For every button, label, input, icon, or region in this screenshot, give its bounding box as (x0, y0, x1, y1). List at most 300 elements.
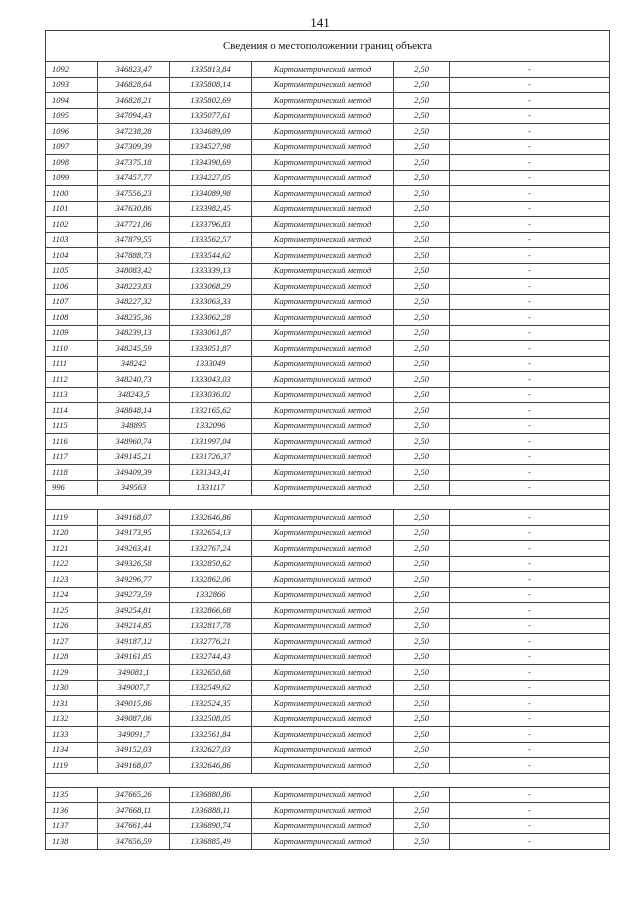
y-coordinate-cell: 1333061,87 (170, 325, 252, 341)
accuracy-cell: 2,50 (394, 649, 450, 665)
description-cell: - (450, 232, 610, 248)
point-number-cell: 1108 (46, 310, 98, 326)
table-row (46, 341, 610, 357)
description-cell: - (450, 108, 610, 124)
accuracy-cell: 2,50 (394, 587, 450, 603)
table-row (46, 727, 610, 743)
accuracy-cell: 2,50 (394, 758, 450, 774)
x-coordinate-cell: 347375,18 (98, 155, 170, 171)
point-number-cell: 996 (46, 480, 98, 496)
table-row (46, 711, 610, 727)
x-coordinate-cell: 349161,85 (98, 649, 170, 665)
x-coordinate-cell: 349015,86 (98, 696, 170, 712)
table-row (46, 294, 610, 310)
description-cell: - (450, 93, 610, 109)
method-cell: Картометрический метод (252, 480, 394, 496)
accuracy-cell: 2,50 (394, 525, 450, 541)
table-row (46, 93, 610, 109)
description-cell: - (450, 587, 610, 603)
y-coordinate-cell: 1332524,35 (170, 696, 252, 712)
method-cell: Картометрический метод (252, 248, 394, 264)
method-cell: Картометрический метод (252, 403, 394, 419)
point-number-cell: 1136 (46, 803, 98, 819)
method-cell: Картометрический метод (252, 170, 394, 186)
method-cell: Картометрический метод (252, 124, 394, 140)
x-coordinate-cell: 347094,43 (98, 108, 170, 124)
table-row (46, 818, 610, 834)
y-coordinate-cell: 1332866,68 (170, 603, 252, 619)
accuracy-cell: 2,50 (394, 170, 450, 186)
method-cell: Картометрический метод (252, 618, 394, 634)
accuracy-cell: 2,50 (394, 618, 450, 634)
method-cell: Картометрический метод (252, 77, 394, 93)
x-coordinate-cell: 347665,26 (98, 787, 170, 803)
point-number-cell: 1138 (46, 834, 98, 850)
point-number-cell: 1109 (46, 325, 98, 341)
description-cell: - (450, 803, 610, 819)
x-coordinate-cell: 349296,77 (98, 572, 170, 588)
point-number-cell: 1117 (46, 449, 98, 465)
method-cell: Картометрический метод (252, 232, 394, 248)
method-cell: Картометрический метод (252, 155, 394, 171)
description-cell: - (450, 294, 610, 310)
method-cell: Картометрический метод (252, 465, 394, 481)
method-cell: Картометрический метод (252, 803, 394, 819)
description-cell: - (450, 556, 610, 572)
point-number-cell: 1129 (46, 665, 98, 681)
point-number-cell: 1119 (46, 510, 98, 526)
x-coordinate-cell: 349263,41 (98, 541, 170, 557)
y-coordinate-cell: 1332549,62 (170, 680, 252, 696)
y-coordinate-cell: 1334089,98 (170, 186, 252, 202)
description-cell: - (450, 818, 610, 834)
description-cell: - (450, 525, 610, 541)
method-cell: Картометрический метод (252, 62, 394, 78)
description-cell: - (450, 449, 610, 465)
description-cell: - (450, 434, 610, 450)
point-number-cell: 1107 (46, 294, 98, 310)
table-row (46, 587, 610, 603)
accuracy-cell: 2,50 (394, 465, 450, 481)
point-number-cell: 1114 (46, 403, 98, 419)
method-cell: Картометрический метод (252, 310, 394, 326)
accuracy-cell: 2,50 (394, 139, 450, 155)
y-coordinate-cell: 1335813,84 (170, 62, 252, 78)
accuracy-cell: 2,50 (394, 449, 450, 465)
accuracy-cell: 2,50 (394, 572, 450, 588)
point-number-cell: 1111 (46, 356, 98, 372)
table-row (46, 572, 610, 588)
separator-cell (46, 773, 610, 787)
x-coordinate-cell: 349145,21 (98, 449, 170, 465)
table-row (46, 480, 610, 496)
point-number-cell: 1124 (46, 587, 98, 603)
x-coordinate-cell: 349087,06 (98, 711, 170, 727)
accuracy-cell: 2,50 (394, 93, 450, 109)
description-cell: - (450, 618, 610, 634)
accuracy-cell: 2,50 (394, 279, 450, 295)
description-cell: - (450, 387, 610, 403)
x-coordinate-cell: 349007,7 (98, 680, 170, 696)
table-row (46, 618, 610, 634)
y-coordinate-cell: 1332646,86 (170, 510, 252, 526)
y-coordinate-cell: 1333062,28 (170, 310, 252, 326)
y-coordinate-cell: 1334689,09 (170, 124, 252, 140)
method-cell: Картометрический метод (252, 108, 394, 124)
method-cell: Картометрический метод (252, 727, 394, 743)
description-cell: - (450, 217, 610, 233)
y-coordinate-cell: 1331726,37 (170, 449, 252, 465)
y-coordinate-cell: 1333043,03 (170, 372, 252, 388)
point-number-cell: 1130 (46, 680, 98, 696)
description-cell: - (450, 124, 610, 140)
x-coordinate-cell: 349081,1 (98, 665, 170, 681)
method-cell: Картометрический метод (252, 603, 394, 619)
accuracy-cell: 2,50 (394, 263, 450, 279)
y-coordinate-cell: 1332776,21 (170, 634, 252, 650)
table-row (46, 310, 610, 326)
y-coordinate-cell: 1335808,14 (170, 77, 252, 93)
method-cell: Картометрический метод (252, 787, 394, 803)
accuracy-cell: 2,50 (394, 124, 450, 140)
section-separator-row (46, 773, 610, 787)
method-cell: Картометрический метод (252, 341, 394, 357)
table-row (46, 787, 610, 803)
point-number-cell: 1131 (46, 696, 98, 712)
point-number-cell: 1106 (46, 279, 98, 295)
x-coordinate-cell: 347888,73 (98, 248, 170, 264)
x-coordinate-cell: 347661,44 (98, 818, 170, 834)
description-cell: - (450, 742, 610, 758)
table-row (46, 434, 610, 450)
description-cell: - (450, 170, 610, 186)
y-coordinate-cell: 1333051,87 (170, 341, 252, 357)
method-cell: Картометрический метод (252, 649, 394, 665)
point-number-cell: 1105 (46, 263, 98, 279)
table-row (46, 418, 610, 434)
description-cell: - (450, 634, 610, 650)
method-cell: Картометрический метод (252, 93, 394, 109)
table-title-row (46, 31, 610, 62)
accuracy-cell: 2,50 (394, 696, 450, 712)
description-cell: - (450, 480, 610, 496)
description-cell: - (450, 248, 610, 264)
description-cell: - (450, 139, 610, 155)
accuracy-cell: 2,50 (394, 325, 450, 341)
y-coordinate-cell: 1332767,24 (170, 541, 252, 557)
point-number-cell: 1127 (46, 634, 98, 650)
table-row (46, 62, 610, 78)
point-number-cell: 1098 (46, 155, 98, 171)
y-coordinate-cell: 1333796,83 (170, 217, 252, 233)
accuracy-cell: 2,50 (394, 834, 450, 850)
description-cell: - (450, 649, 610, 665)
x-coordinate-cell: 348245,59 (98, 341, 170, 357)
accuracy-cell: 2,50 (394, 294, 450, 310)
accuracy-cell: 2,50 (394, 232, 450, 248)
x-coordinate-cell: 347656,59 (98, 834, 170, 850)
point-number-cell: 1093 (46, 77, 98, 93)
y-coordinate-cell: 1333544,62 (170, 248, 252, 264)
x-coordinate-cell: 347630,86 (98, 201, 170, 217)
accuracy-cell: 2,50 (394, 310, 450, 326)
x-coordinate-cell: 348960,74 (98, 434, 170, 450)
method-cell: Картометрический метод (252, 201, 394, 217)
x-coordinate-cell: 349326,58 (98, 556, 170, 572)
point-number-cell: 1094 (46, 93, 98, 109)
x-coordinate-cell: 349214,85 (98, 618, 170, 634)
method-cell: Картометрический метод (252, 680, 394, 696)
point-number-cell: 1134 (46, 742, 98, 758)
method-cell: Картометрический метод (252, 834, 394, 850)
table-row (46, 665, 610, 681)
description-cell: - (450, 325, 610, 341)
table-row (46, 201, 610, 217)
point-number-cell: 1096 (46, 124, 98, 140)
y-coordinate-cell: 1332646,86 (170, 758, 252, 774)
y-coordinate-cell: 1331343,41 (170, 465, 252, 481)
method-cell: Картометрический метод (252, 818, 394, 834)
x-coordinate-cell: 348240,73 (98, 372, 170, 388)
x-coordinate-cell: 348242 (98, 356, 170, 372)
table-row (46, 603, 610, 619)
table-row (46, 510, 610, 526)
y-coordinate-cell: 1333339,13 (170, 263, 252, 279)
point-number-cell: 1133 (46, 727, 98, 743)
table-row (46, 263, 610, 279)
method-cell: Картометрический метод (252, 294, 394, 310)
x-coordinate-cell: 349091,7 (98, 727, 170, 743)
method-cell: Картометрический метод (252, 742, 394, 758)
x-coordinate-cell: 348895 (98, 418, 170, 434)
accuracy-cell: 2,50 (394, 818, 450, 834)
method-cell: Картометрический метод (252, 541, 394, 557)
y-coordinate-cell: 1332508,05 (170, 711, 252, 727)
description-cell: - (450, 787, 610, 803)
x-coordinate-cell: 347238,28 (98, 124, 170, 140)
method-cell: Картометрический метод (252, 434, 394, 450)
accuracy-cell: 2,50 (394, 403, 450, 419)
description-cell: - (450, 62, 610, 78)
description-cell: - (450, 711, 610, 727)
point-number-cell: 1102 (46, 217, 98, 233)
x-coordinate-cell: 349152,03 (98, 742, 170, 758)
accuracy-cell: 2,50 (394, 727, 450, 743)
accuracy-cell: 2,50 (394, 341, 450, 357)
y-coordinate-cell: 1333068,29 (170, 279, 252, 295)
accuracy-cell: 2,50 (394, 803, 450, 819)
x-coordinate-cell: 348848,14 (98, 403, 170, 419)
point-number-cell: 1100 (46, 186, 98, 202)
y-coordinate-cell: 1336880,86 (170, 787, 252, 803)
method-cell: Картометрический метод (252, 263, 394, 279)
x-coordinate-cell: 346828,64 (98, 77, 170, 93)
y-coordinate-cell: 1332654,13 (170, 525, 252, 541)
table-row (46, 232, 610, 248)
description-cell: - (450, 727, 610, 743)
table-row (46, 155, 610, 171)
method-cell: Картометрический метод (252, 372, 394, 388)
y-coordinate-cell: 1334227,05 (170, 170, 252, 186)
method-cell: Картометрический метод (252, 634, 394, 650)
table-row (46, 108, 610, 124)
table-row (46, 186, 610, 202)
y-coordinate-cell: 1332744,43 (170, 649, 252, 665)
x-coordinate-cell: 348223,83 (98, 279, 170, 295)
method-cell: Картометрический метод (252, 217, 394, 233)
description-cell: - (450, 310, 610, 326)
method-cell: Картометрический метод (252, 387, 394, 403)
point-number-cell: 1132 (46, 711, 98, 727)
x-coordinate-cell: 348227,32 (98, 294, 170, 310)
x-coordinate-cell: 349563 (98, 480, 170, 496)
y-coordinate-cell: 1334390,69 (170, 155, 252, 171)
table-row (46, 387, 610, 403)
point-number-cell: 1115 (46, 418, 98, 434)
method-cell: Картометрический метод (252, 356, 394, 372)
accuracy-cell: 2,50 (394, 372, 450, 388)
method-cell: Картометрический метод (252, 665, 394, 681)
table-row (46, 742, 610, 758)
accuracy-cell: 2,50 (394, 356, 450, 372)
x-coordinate-cell: 346828,21 (98, 93, 170, 109)
point-number-cell: 1123 (46, 572, 98, 588)
x-coordinate-cell: 348083,42 (98, 263, 170, 279)
y-coordinate-cell: 1336890,74 (170, 818, 252, 834)
point-number-cell: 1122 (46, 556, 98, 572)
y-coordinate-cell: 1336885,49 (170, 834, 252, 850)
point-number-cell: 1095 (46, 108, 98, 124)
point-number-cell: 1125 (46, 603, 98, 619)
accuracy-cell: 2,50 (394, 510, 450, 526)
description-cell: - (450, 356, 610, 372)
y-coordinate-cell: 1332866 (170, 587, 252, 603)
accuracy-cell: 2,50 (394, 108, 450, 124)
accuracy-cell: 2,50 (394, 217, 450, 233)
separator-cell (46, 496, 610, 510)
point-number-cell: 1128 (46, 649, 98, 665)
table-row (46, 325, 610, 341)
point-number-cell: 1135 (46, 787, 98, 803)
y-coordinate-cell: 1332165,62 (170, 403, 252, 419)
description-cell: - (450, 201, 610, 217)
y-coordinate-cell: 1332096 (170, 418, 252, 434)
y-coordinate-cell: 1331117 (170, 480, 252, 496)
x-coordinate-cell: 349273,59 (98, 587, 170, 603)
x-coordinate-cell: 347721,06 (98, 217, 170, 233)
table-row (46, 649, 610, 665)
table-row (46, 449, 610, 465)
y-coordinate-cell: 1332650,68 (170, 665, 252, 681)
point-number-cell: 1116 (46, 434, 98, 450)
method-cell: Картометрический метод (252, 711, 394, 727)
description-cell: - (450, 155, 610, 171)
point-number-cell: 1103 (46, 232, 98, 248)
table-row (46, 372, 610, 388)
y-coordinate-cell: 1332862,06 (170, 572, 252, 588)
x-coordinate-cell: 347309,39 (98, 139, 170, 155)
description-cell: - (450, 465, 610, 481)
method-cell: Картометрический метод (252, 696, 394, 712)
table-row (46, 217, 610, 233)
point-number-cell: 1121 (46, 541, 98, 557)
point-number-cell: 1118 (46, 465, 98, 481)
y-coordinate-cell: 1336888,11 (170, 803, 252, 819)
description-cell: - (450, 541, 610, 557)
point-number-cell: 1097 (46, 139, 98, 155)
description-cell: - (450, 372, 610, 388)
x-coordinate-cell: 348243,5 (98, 387, 170, 403)
accuracy-cell: 2,50 (394, 155, 450, 171)
y-coordinate-cell: 1331997,04 (170, 434, 252, 450)
description-cell: - (450, 758, 610, 774)
table-row (46, 525, 610, 541)
method-cell: Картометрический метод (252, 325, 394, 341)
accuracy-cell: 2,50 (394, 634, 450, 650)
accuracy-cell: 2,50 (394, 418, 450, 434)
point-number-cell: 1110 (46, 341, 98, 357)
method-cell: Картометрический метод (252, 418, 394, 434)
x-coordinate-cell: 347457,77 (98, 170, 170, 186)
y-coordinate-cell: 1335077,61 (170, 108, 252, 124)
accuracy-cell: 2,50 (394, 77, 450, 93)
accuracy-cell: 2,50 (394, 541, 450, 557)
x-coordinate-cell: 349187,12 (98, 634, 170, 650)
table-row (46, 803, 610, 819)
description-cell: - (450, 665, 610, 681)
table-row (46, 556, 610, 572)
description-cell: - (450, 403, 610, 419)
accuracy-cell: 2,50 (394, 742, 450, 758)
x-coordinate-cell: 349409,39 (98, 465, 170, 481)
accuracy-cell: 2,50 (394, 62, 450, 78)
method-cell: Картометрический метод (252, 758, 394, 774)
x-coordinate-cell: 349168,07 (98, 758, 170, 774)
point-number-cell: 1113 (46, 387, 98, 403)
table-row (46, 170, 610, 186)
x-coordinate-cell: 349168,07 (98, 510, 170, 526)
accuracy-cell: 2,50 (394, 434, 450, 450)
point-number-cell: 1099 (46, 170, 98, 186)
accuracy-cell: 2,50 (394, 480, 450, 496)
x-coordinate-cell: 349254,81 (98, 603, 170, 619)
description-cell: - (450, 341, 610, 357)
y-coordinate-cell: 1333049 (170, 356, 252, 372)
table-row (46, 834, 610, 850)
method-cell: Картометрический метод (252, 139, 394, 155)
point-number-cell: 1104 (46, 248, 98, 264)
description-cell: - (450, 680, 610, 696)
accuracy-cell: 2,50 (394, 603, 450, 619)
y-coordinate-cell: 1335802,69 (170, 93, 252, 109)
method-cell: Картометрический метод (252, 572, 394, 588)
point-number-cell: 1120 (46, 525, 98, 541)
method-cell: Картометрический метод (252, 449, 394, 465)
x-coordinate-cell: 348239,13 (98, 325, 170, 341)
table-row (46, 248, 610, 264)
method-cell: Картометрический метод (252, 525, 394, 541)
method-cell: Картометрический метод (252, 556, 394, 572)
point-number-cell: 1126 (46, 618, 98, 634)
table-title: Сведения о местоположении границ объекта (46, 31, 610, 62)
section-separator-row (46, 496, 610, 510)
method-cell: Картометрический метод (252, 279, 394, 295)
x-coordinate-cell: 349173,95 (98, 525, 170, 541)
table-row (46, 680, 610, 696)
table-row (46, 634, 610, 650)
y-coordinate-cell: 1332627,03 (170, 742, 252, 758)
y-coordinate-cell: 1334527,98 (170, 139, 252, 155)
